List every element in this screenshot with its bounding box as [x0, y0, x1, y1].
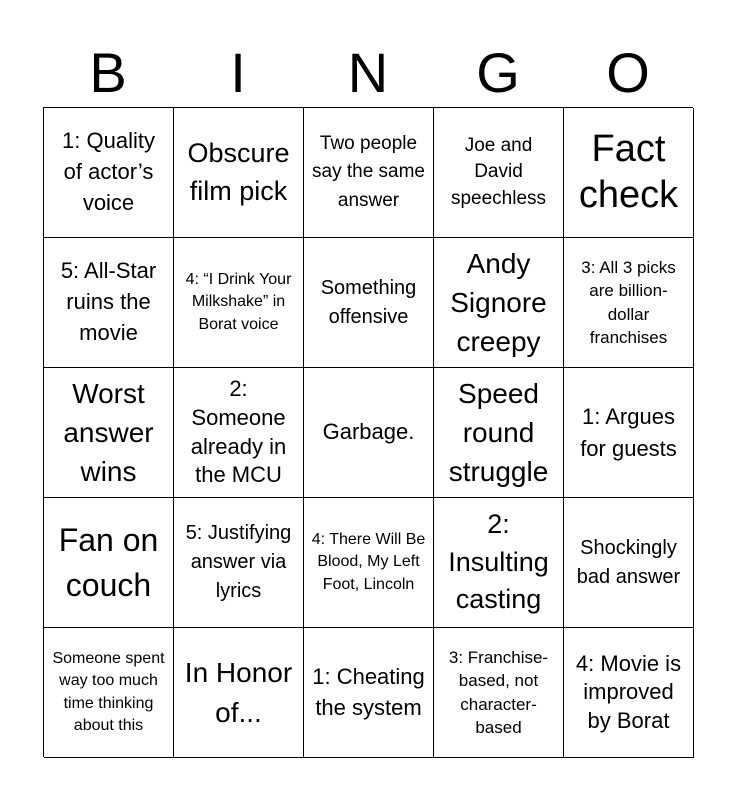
bingo-cell-r3-c3[interactable]: Garbage.	[304, 368, 434, 498]
bingo-header	[43, 40, 693, 106]
bingo-cell-r3-c5[interactable]: 1: Argues for guests	[564, 368, 694, 498]
bingo-cell-r4-c2[interactable]: 5: Justifying answer via lyrics	[174, 498, 304, 628]
bingo-cell-r2-c4[interactable]: Andy Signore creepy	[434, 238, 564, 368]
bingo-cell-r2-c3[interactable]: Something offensive	[304, 238, 434, 368]
bingo-cell-r1-c5[interactable]: Fact check	[564, 108, 694, 238]
bingo-cell-r1-c2[interactable]: Obscure film pick	[174, 108, 304, 238]
bingo-cell-r5-c3[interactable]: 1: Cheating the system	[304, 628, 434, 758]
header-letter-b: B	[89, 41, 127, 104]
bingo-cell-r5-c5[interactable]: 4: Movie is improved by Borat	[564, 628, 694, 758]
bingo-cell-r3-c2[interactable]: 2: Someone already in the MCU	[174, 368, 304, 498]
bingo-cell-r1-c3[interactable]: Two people say the same answer	[304, 108, 434, 238]
header-letter-i: I	[230, 41, 246, 104]
bingo-board	[43, 107, 693, 757]
bingo-cell-r2-c2[interactable]: 4: “I Drink Your Milkshake” in Borat voice	[174, 238, 304, 368]
bingo-cell-r5-c1[interactable]: Someone spent way too much time thinking about this	[44, 628, 174, 758]
bingo-cell-r1-c4[interactable]: Joe and David speechless	[434, 108, 564, 238]
bingo-cell-r4-c5[interactable]: Shockingly bad answer	[564, 498, 694, 628]
bingo-cell-r2-c1[interactable]: 5: All-Star ruins the movie	[44, 238, 174, 368]
header-letter-n: N	[347, 41, 389, 104]
header-letter-o: O	[606, 41, 650, 104]
bingo-cell-r4-c3[interactable]: 4: There Will Be Blood, My Left Foot, Lincoln	[304, 498, 434, 628]
bingo-cell-r2-c5[interactable]: 3: All 3 picks are billion-dollar franchises	[564, 238, 694, 368]
bingo-cell-r3-c4[interactable]: Speed round struggle	[434, 368, 564, 498]
bingo-cell-r5-c2[interactable]: In Honor of...	[174, 628, 304, 758]
bingo-cell-r1-c1[interactable]: 1: Quality of actor’s voice	[44, 108, 174, 238]
bingo-cell-r4-c1[interactable]: Fan on couch	[44, 498, 174, 628]
bingo-cell-r4-c4[interactable]: 2: Insulting casting	[434, 498, 564, 628]
bingo-cell-r3-c1[interactable]: Worst answer wins	[44, 368, 174, 498]
header-letter-g: G	[476, 41, 520, 104]
bingo-cell-r5-c4[interactable]: 3: Franchise-based, not character-based	[434, 628, 564, 758]
